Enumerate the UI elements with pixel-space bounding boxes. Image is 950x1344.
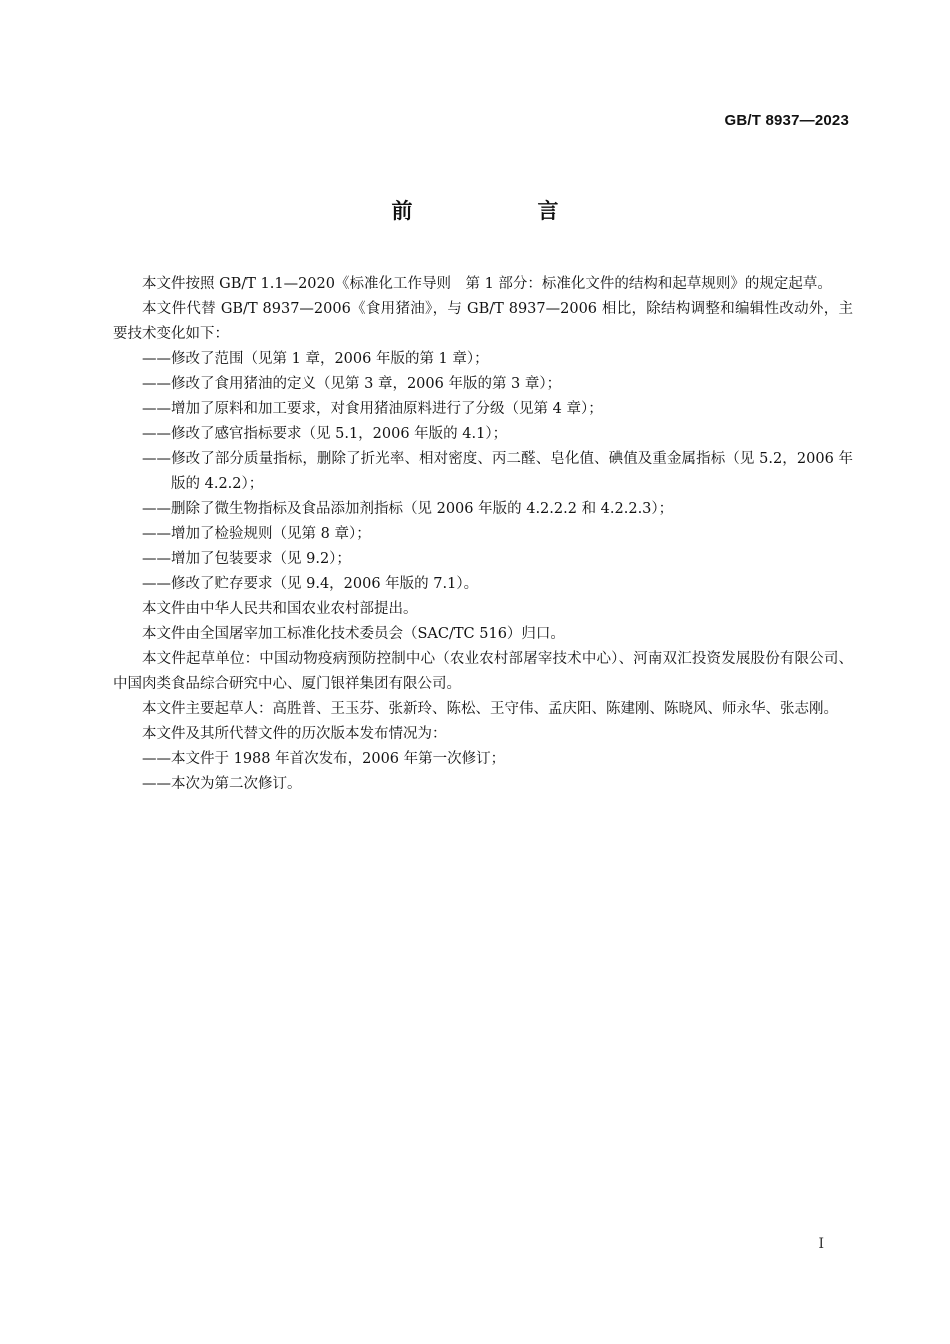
- change-item: ——修改了部分质量指标，删除了折光率、相对密度、丙二醛、皂化值、碘值及重金属指标（见 5.2，2006 年版的 4.2.2）；: [142, 451, 853, 492]
- paragraph-replaces: 本文件代替 GB/T 8937—2006《食用猪油》，与 GB/T 8937—2006 相比，除结构调整和编辑性改动外，主要技术变化如下：: [113, 301, 853, 342]
- change-item: ——修改了食用猪油的定义（见第 3 章，2006 年版的第 3 章）；: [142, 376, 562, 392]
- foreword-body: [113, 272, 853, 797]
- change-item: ——修改了感官指标要求（见 5.1，2006 年版的 4.1）；: [142, 426, 508, 442]
- page-title: 前 言: [391, 199, 611, 223]
- change-item: ——增加了包装要求（见 9.2）；: [142, 551, 351, 567]
- change-item: ——修改了贮存要求（见 9.4，2006 年版的 7.1）。: [142, 576, 479, 592]
- paragraph-proposer: 本文件由中华人民共和国农业农村部提出。: [142, 601, 418, 617]
- history-item: ——本次为第二次修订。: [142, 776, 302, 792]
- history-item: ——本文件于 1988 年首次发布，2006 年第一次修订；: [142, 751, 506, 767]
- standard-code: GB/T 8937—2023: [724, 112, 849, 129]
- change-item: ——增加了检验规则（见第 8 章）；: [142, 526, 371, 542]
- paragraph-drafting-units: 本文件起草单位：中国动物疫病预防控制中心（农业农村部屠宰技术中心）、河南双汇投资发展股份有限公司、中国肉类食品综合研究中心、厦门银祥集团有限公司。: [113, 651, 853, 692]
- change-item: ——删除了微生物指标及食品添加剂指标（见 2006 年版的 4.2.2.2 和 4.2.2.3）；: [142, 501, 674, 517]
- paragraph-history-intro: 本文件及其所代替文件的历次版本发布情况为：: [142, 726, 447, 742]
- paragraph-drafting-rule: 本文件按照 GB/T 1.1—2020《标准化工作导则 第 1 部分：标准化文件的结构和起草规则》的规定起草。: [142, 276, 832, 292]
- paragraph-committee: 本文件由全国屠宰加工标准化技术委员会（SAC/TC 516）归口。: [142, 626, 565, 642]
- paragraph-drafters: 本文件主要起草人：高胜普、王玉芬、张新玲、陈松、王守伟、孟庆阳、陈建刚、陈晓风、师永华、张志刚。: [142, 701, 838, 717]
- change-item: ——修改了范围（见第 1 章，2006 年版的第 1 章）；: [142, 351, 489, 367]
- page-number: I: [818, 1236, 824, 1252]
- change-item: ——增加了原料和加工要求，对食用猪油原料进行了分级（见第 4 章）；: [142, 401, 603, 417]
